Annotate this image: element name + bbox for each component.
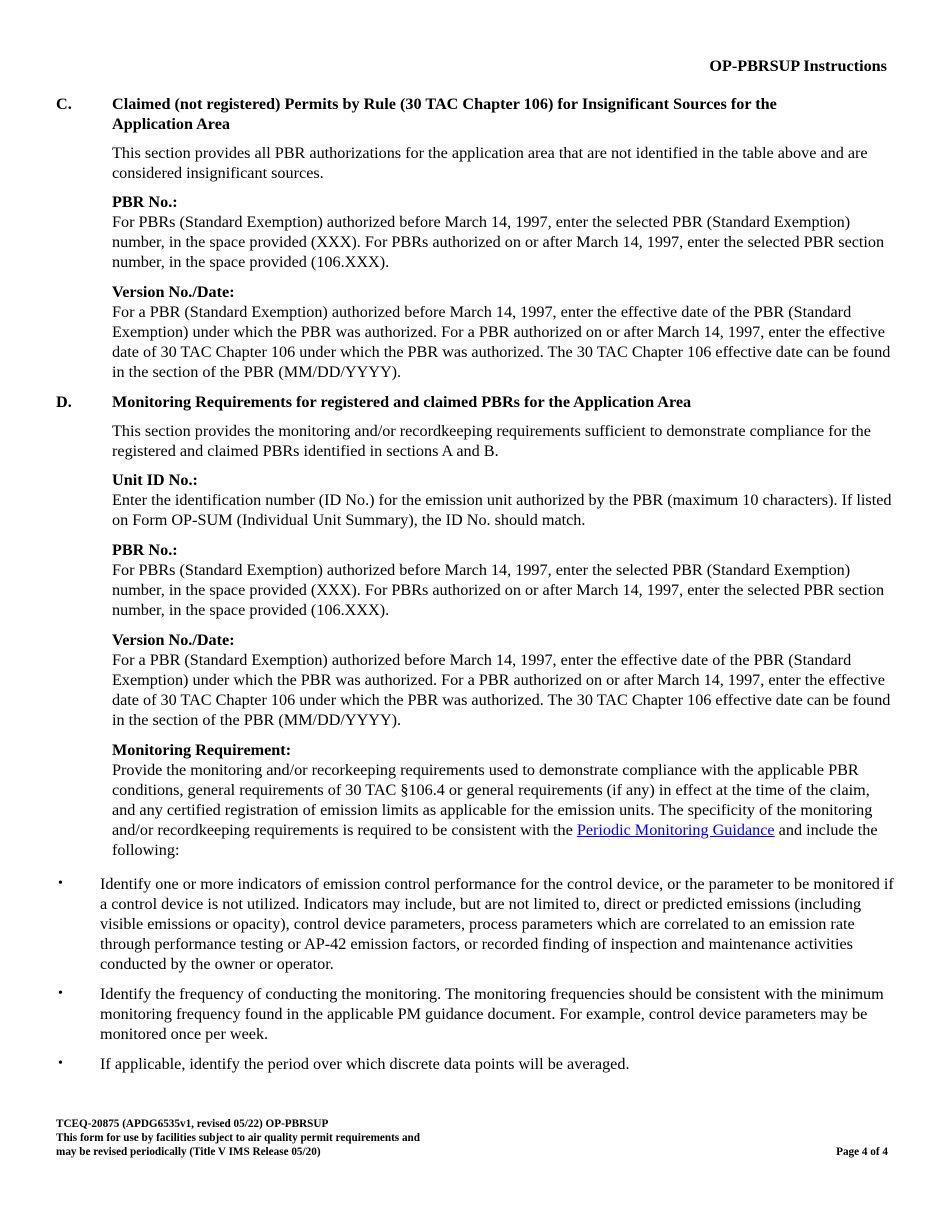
section-d-pbr-text: For PBRs (Standard Exemption) authorized before March 14, 1997, enter the selected PBR (Standard Exemption) number, in the space provided (XXX). For PBRs authorized on or after March 14, 1997, enter the selected PBR section number, in the space provided (106.XXX). [112, 561, 885, 619]
section-c-pbr-block [112, 192, 896, 272]
section-d-version-label: Version No./Date: [112, 631, 235, 649]
section-d-monitoring-block [112, 740, 896, 860]
document-body [56, 94, 896, 1084]
bullet-icon: • [58, 1056, 63, 1071]
section-d-heading [56, 392, 896, 412]
section-c-version-block [112, 282, 896, 382]
section-c-version-text: For a PBR (Standard Exemption) authorized before March 14, 1997, enter the effective date of the PBR (Standard Exemption) under which the PBR was authorized. For a PBR authorized on or after March 14, 1997, enter the effective date of 30 TAC Chapter 106 under which the PBR was authorized. The 30 TAC Chapter 106 effective date can be found in the section of the PBR (MM/DD/YYYY). [112, 303, 891, 381]
page-footer [56, 1117, 888, 1159]
section-d-unit-text: Enter the identification number (ID No.) for the emission unit authorized by the PBR (maximum 10 characters). If listed on Form OP-SUM (Individual Unit Summary), the ID No. should match. [112, 491, 892, 529]
section-d-unit-label: Unit ID No.: [112, 471, 198, 489]
page-header-title: OP-PBRSUP Instructions [709, 57, 887, 75]
section-d-body [112, 421, 896, 860]
bullet-icon: • [58, 986, 63, 1001]
section-d-pbr-block [112, 540, 896, 620]
footer-page-number: Page 4 of 4 [836, 1146, 888, 1158]
section-c-letter: C. [56, 95, 72, 113]
section-c-intro: This section provides all PBR authorizations for the application area that are not identified in the table above and are considered insignificant sources. [112, 144, 868, 182]
section-c-heading [56, 94, 896, 134]
section-d-monitoring-label: Monitoring Requirement: [112, 741, 292, 759]
list-item [56, 1054, 896, 1074]
section-d-version-block [112, 630, 896, 730]
section-d-version-text: For a PBR (Standard Exemption) authorized before March 14, 1997, enter the effective date of the PBR (Standard Exemption) under which the PBR was authorized. For a PBR authorized on or after March 14, 1997, enter the effective date of 30 TAC Chapter 106 under which the PBR was authorized. The 30 TAC Chapter 106 effective date can be found in the section of the PBR (MM/DD/YYYY). [112, 651, 891, 729]
section-d-pbr-label: PBR No.: [112, 541, 178, 559]
bullet-text: If applicable, identify the period over which discrete data points will be averaged. [100, 1055, 630, 1073]
list-item [56, 874, 896, 974]
section-d-monitoring-text-before: Provide the monitoring and/or recorkeeping requirements used to demonstrate compliance with the applicable PBR conditions, general requirements of 30 TAC §106.4 or general requirements (if any) in effect at the time of the claim, and any certified registration of emission limits as applicable for the emission units. The specificity of the monitoring and/or recordkeeping requirements is required to be consistent with the [112, 761, 873, 839]
section-d-unit-block [112, 470, 896, 530]
section-d-monitoring-text-after: and include the following: [112, 821, 878, 859]
footer-form-id: TCEQ-20875 (APDG6535v1, revised 05/22) OP-PBRSUP [56, 1118, 329, 1130]
section-d-title: Monitoring Requirements for registered and claimed PBRs for the Application Area [112, 393, 692, 411]
bullet-text: Identify one or more indicators of emission control performance for the control device, or the parameter to be monitored if a control device is not utilized. Indicators may include, but are not limited to, direct or predicted emissions (including visible emissions or opacity), control device parameters, process parameters which are correlated to an emission rate through performance testing or AP-42 emission factors, or recorded finding of inspection and maintenance activities conducted by the owner or operator. [100, 875, 894, 973]
periodic-monitoring-guidance-link[interactable]: Periodic Monitoring Guidance [576, 821, 775, 839]
footer-note-line1: This form for use by facilities subject to air quality permit requirements and [56, 1132, 420, 1144]
bullet-text: Identify the frequency of conducting the monitoring. The monitoring frequencies should be consistent with the minimum monitoring frequency found in the applicable PM guidance document. For example, control device parameters may be monitored once per week. [100, 985, 884, 1043]
section-c-pbr-text: For PBRs (Standard Exemption) authorized before March 14, 1997, enter the selected PBR (Standard Exemption) number, in the space provided (XXX). For PBRs authorized on or after March 14, 1997, enter the selected PBR section number, in the space provided (106.XXX). [112, 213, 885, 271]
section-c-version-label: Version No./Date: [112, 283, 235, 301]
section-c-body [112, 143, 896, 382]
bullet-icon: • [58, 876, 63, 891]
monitoring-bullet-list [56, 874, 896, 1074]
section-c-title: Claimed (not registered) Permits by Rule (30 TAC Chapter 106) for Insignificant Sources for the Application Area [112, 95, 777, 133]
footer-note-line2: may be revised periodically (Title V IMS Release 05/20) [56, 1146, 321, 1158]
section-d-intro: This section provides the monitoring and/or recordkeeping requirements sufficient to demonstrate compliance for the registered and claimed PBRs identified in sections A and B. [112, 422, 871, 460]
section-c-pbr-label: PBR No.: [112, 193, 178, 211]
list-item [56, 984, 896, 1044]
section-d-letter: D. [56, 393, 72, 411]
